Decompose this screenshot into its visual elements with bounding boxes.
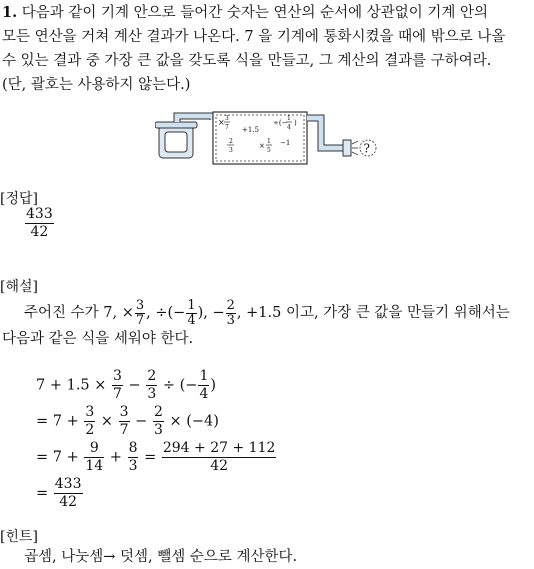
- equation-line-1: 7 + 1.5 × $\frac{3}{7}$ − $\frac{2}{3}$ ÷ (− $\frac{1}{4}$ ): [36, 368, 217, 402]
- explanation-intro: 주어진 수가 7, × $\frac{3}{7}$ , ÷(− $\frac{1}{4}$ ), − $\frac{2}{3}$ , +1.5 이고, 가장 큰 값을 만들기 위해서는: [24, 297, 510, 328]
- svg-text:1: 1: [267, 138, 271, 145]
- op-times-1-5: ×: [259, 142, 265, 150]
- problem-line-3: 수 있는 결과 중 가장 큰 값을 갖도록 식을 만들고, 그 계산의 결과를 구하여라.: [2, 53, 492, 69]
- explanation-line-2: 다음과 같은 식을 세워야 한다.: [2, 331, 194, 347]
- answer-heading: [정답]: [0, 191, 38, 207]
- machine-diagram: [155, 108, 385, 168]
- svg-text:7: 7: [225, 124, 229, 131]
- op-div-neg-1-4: ÷(−: [273, 119, 288, 127]
- svg-text:): ): [294, 119, 297, 127]
- op-plus-1-5: +1.5: [242, 126, 259, 134]
- equation-line-2: = 7 + $\frac{3}{2}$ × $\frac{3}{7}$ − $\frac{2}{3}$ × (−4): [36, 404, 219, 438]
- explanation-heading: [해설]: [0, 279, 38, 295]
- svg-text:3: 3: [229, 147, 233, 154]
- hint-heading: [힌트]: [0, 529, 38, 545]
- equation-line-3: = 7 + $\frac{9}{14}$ + $\frac{8}{3}$ = $\frac{294 + 27 + 112}{42}$: [36, 440, 276, 474]
- op-times-3-7: ×: [218, 118, 225, 127]
- problem-line-1: 1. 다음과 같이 기계 안으로 들어간 숫자는 연산의 순서에 상관없이 기계 안의: [2, 4, 489, 21]
- problem-line-4: (단, 괄호는 사용하지 않는다.): [2, 77, 191, 93]
- svg-text:1: 1: [287, 115, 291, 122]
- problem-number: 1.: [2, 4, 18, 21]
- machine-output-label: ?: [363, 141, 370, 156]
- svg-text:4: 4: [287, 124, 291, 131]
- equation-line-4: = $\frac{433}{42}$: [36, 476, 82, 510]
- machine-output-pipe: [307, 118, 345, 148]
- answer-value: $\frac{433}{42}$: [26, 206, 53, 240]
- hint-text: 곱셈, 나눗셈→ 덧셈, 뺄셈 순으로 계산한다.: [24, 549, 298, 565]
- problem-line-2: 모든 연산을 거쳐 계산 결과가 나온다. 7 을 기계에 통화시켰을 때에 밖으로 나올: [2, 29, 506, 45]
- machine-input-hopper: [155, 122, 197, 158]
- op-minus-1: −1: [280, 139, 291, 147]
- op-minus-2-3: 2: [229, 138, 233, 145]
- svg-text:3: 3: [225, 115, 229, 122]
- svg-text:5: 5: [267, 147, 271, 154]
